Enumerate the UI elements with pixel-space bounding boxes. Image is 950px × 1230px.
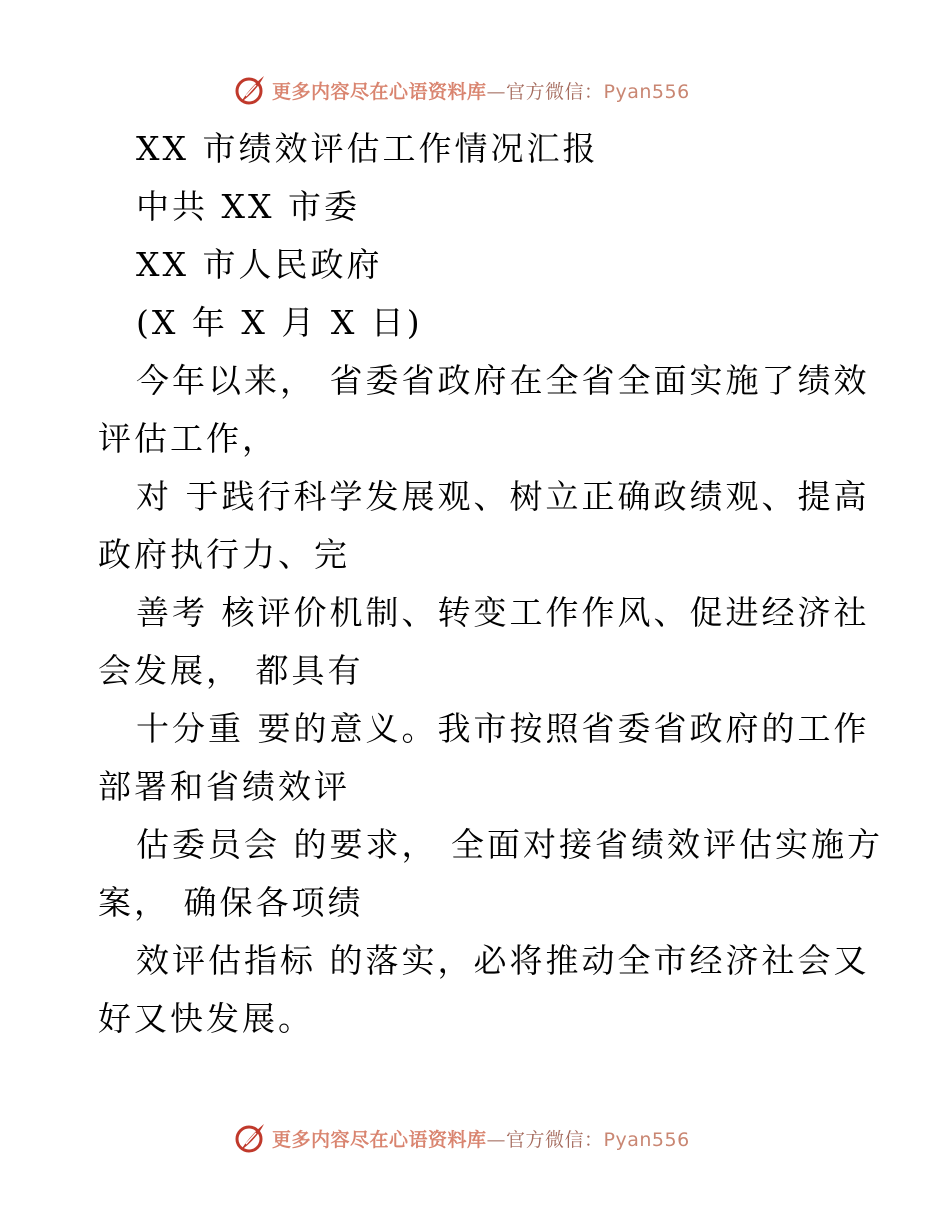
body-line: 善考 核评价机制、转变工作作风、促进经济社 [136, 593, 870, 632]
body-line: 好又快发展。 [98, 999, 314, 1038]
body-line: 案， 确保各项绩 [98, 883, 364, 922]
watermark-text [272, 77, 690, 104]
body-line: 效评估指标 的落实，必将推动全市经济社会又 [136, 941, 870, 980]
watermark-wechat-id: Pyan556 [603, 1128, 690, 1151]
quill-logo-icon [232, 72, 268, 108]
watermark-wechat-label: 官方微信： [506, 80, 604, 103]
watermark-separator: — [486, 80, 507, 103]
document-date: (X 年 X 月 X 日) [136, 303, 423, 342]
body-line: 估委员会 的要求， 全面对接省绩效评估实施方 [136, 825, 883, 864]
watermark-wechat-id: Pyan556 [603, 80, 690, 103]
body-line: 评估工作， [98, 419, 278, 458]
body-line: 对 于践行科学发展观、树立正确政绩观、提高 [136, 477, 870, 516]
document-body [98, 120, 883, 1048]
header-watermark [232, 70, 690, 110]
body-line: 政府执行力、完 [98, 535, 350, 574]
body-line: 会发展， 都具有 [98, 651, 364, 690]
body-line: 今年以来， 省委省政府在全省全面实施了绩效 [136, 361, 870, 400]
footer-watermark [232, 1118, 690, 1158]
watermark-main: 更多内容尽在心语资料库 [272, 80, 487, 103]
body-line: 部署和省绩效评 [98, 767, 350, 806]
document-title: XX 市绩效评估工作情况汇报 [136, 129, 599, 168]
watermark-separator: — [486, 1128, 507, 1151]
issuer-party: 中共 XX 市委 [136, 187, 360, 226]
issuer-government: XX 市人民政府 [136, 245, 383, 284]
body-paragraphs [98, 352, 883, 1048]
watermark-text [272, 1125, 690, 1152]
body-line: 十分重 要的意义。我市按照省委省政府的工作 [136, 709, 870, 748]
watermark-main: 更多内容尽在心语资料库 [272, 1128, 487, 1151]
watermark-wechat-label: 官方微信： [506, 1128, 604, 1151]
quill-logo-icon [232, 1120, 268, 1156]
